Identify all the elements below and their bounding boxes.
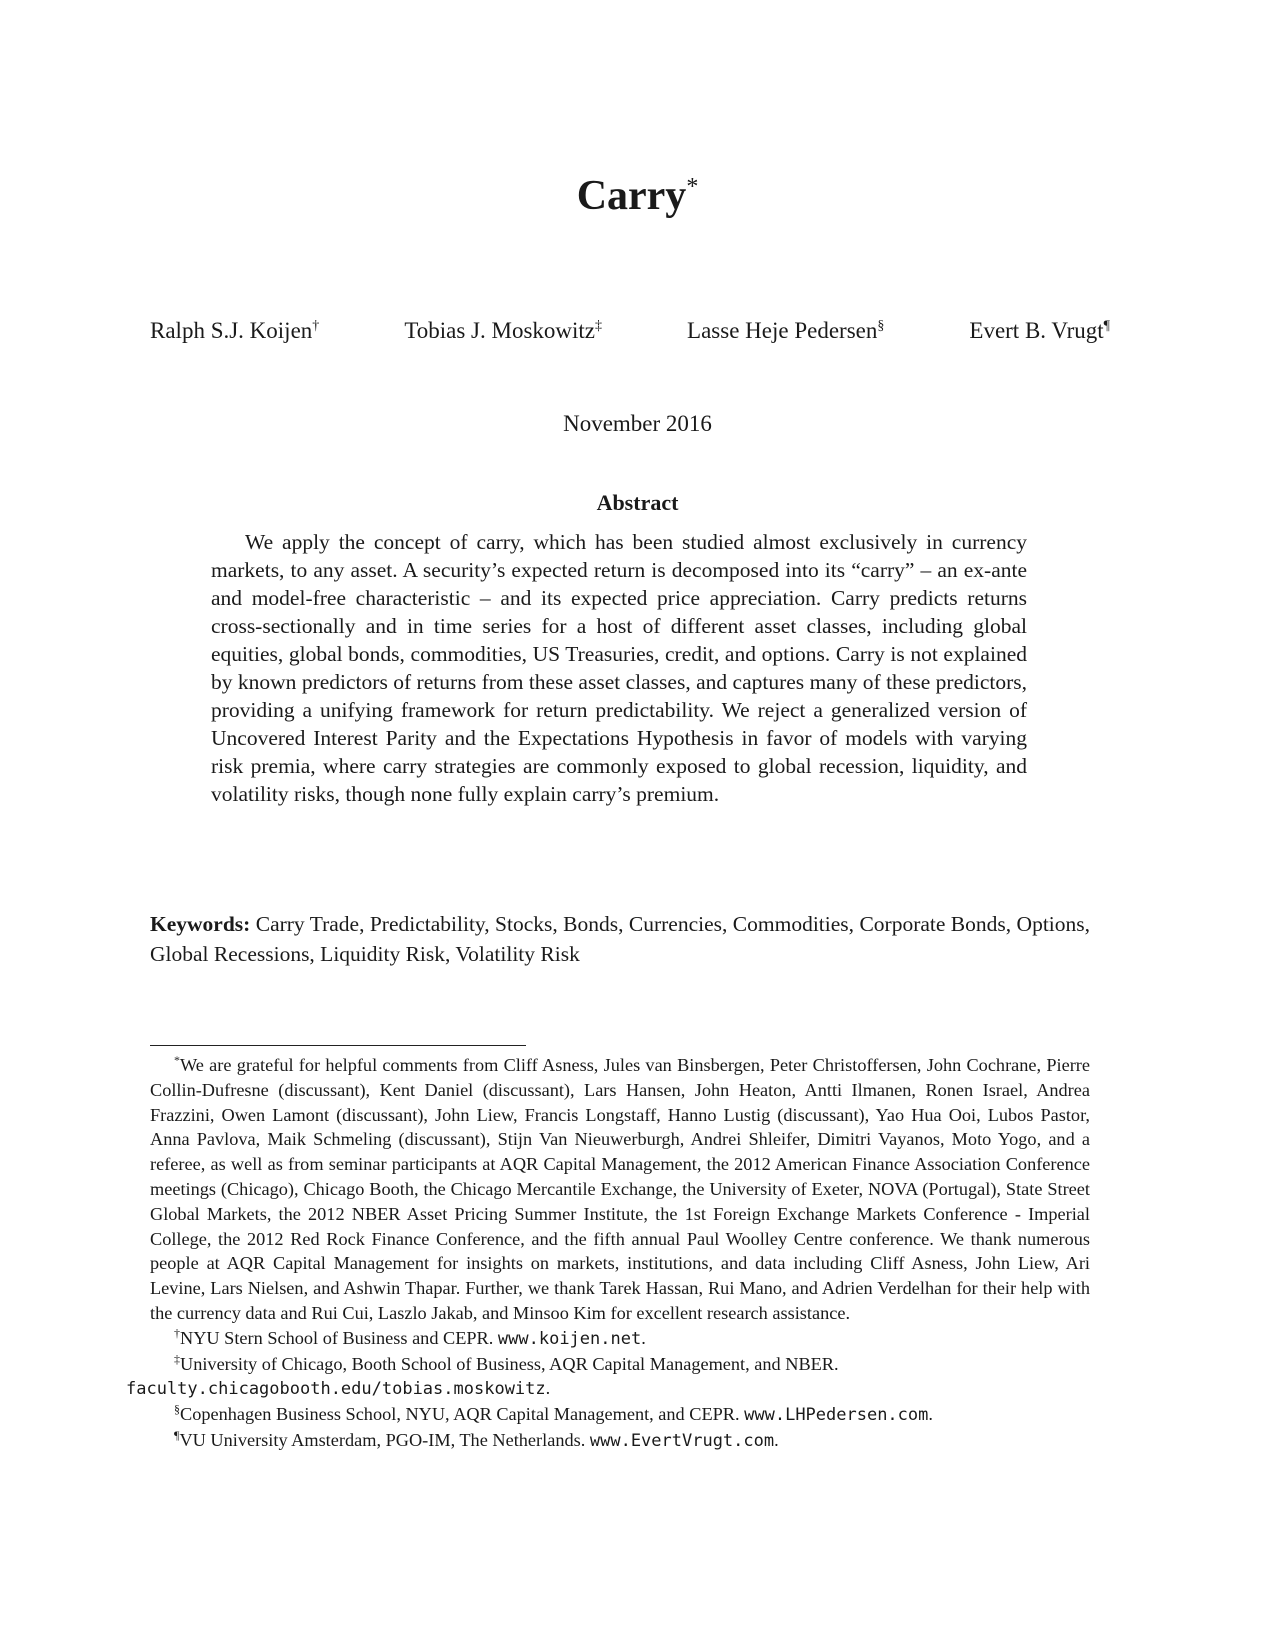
footnote-affiliation: ¶VU University Amsterdam, PGO-IM, The Netherlands. www.EvertVrugt.com.	[174, 1427, 779, 1451]
keywords	[150, 909, 1090, 969]
footnote-divider	[150, 1045, 526, 1046]
author-list	[150, 318, 1110, 344]
footnote-affiliation: ‡University of Chicago, Booth School of Business, AQR Capital Management, and NBER. faculty.chicagobooth.edu/tobias.moskowitz.	[126, 1351, 839, 1400]
author-footnote-mark: §	[877, 318, 885, 334]
footnote-text: We are grateful for helpful comments from Cliff Asness, Jules van Binsbergen, Peter Christoffersen, John Cochrane, Pierre Collin-Dufresne (discussant), Kent Daniel (discussant), Lars Hansen, John Heaton, Antti Ilmanen, Ronen Israel, Andrea Frazzini, Owen Lamont (discussant), John Liew, Francis Longstaff, Hanno Lustig (discussant), Yao Hua Ooi, Lubos Pastor, Anna Pavlova, Maik Schmeling (discussant), Stijn Van Nieuwerburgh, Andrei Shleifer, Dimitri Vayanos, Moto Yogo, and a referee, as well as from seminar participants at AQR Capital Management, the 2012 American Finance Association Conference meetings (Chicago), Chicago Booth, the Chicago Mercantile Exchange, the University of Exeter, NOVA (Portugal), State Street Global Markets, the 2012 NBER Asset Pricing Summer Institute, the 1st Foreign Exchange Markets Conference - Imperial College, the 2012 Red Rock Finance Conference, and the fifth annual Paul Woolley Centre conference. We thank numerous people at AQR Capital Management for insights on markets, institutions, and data including Cliff Asness, John Liew, Ari Levine, Lars Nielsen, and Ashwin Thapar. Further, we thank Tarek Hassan, Rui Mano, and Adrien Verdelhan for their help with the currency data and Rui Cui, Laszlo Jakab, and Minsoo Kim for excellent research assistance.	[150, 1055, 1090, 1323]
footnote-affiliation: †NYU Stern School of Business and CEPR. www.koijen.net.	[174, 1325, 646, 1349]
footnote-text: VU University Amsterdam, PGO-IM, The Netherlands.	[179, 1429, 586, 1450]
footnote-link[interactable]: faculty.chicagobooth.edu/tobias.moskowitz	[126, 1379, 546, 1400]
abstract-heading: Abstract	[596, 490, 679, 515]
footnote-affiliation: §Copenhagen Business School, NYU, AQR Capital Management, and CEPR. www.LHPedersen.com.	[174, 1402, 933, 1426]
footnote-mark: †	[174, 1325, 180, 1340]
footnote-acknowledgment	[150, 1053, 1090, 1326]
footnote-mark: *	[174, 1052, 180, 1067]
footnote-mark: §	[174, 1402, 180, 1417]
abstract-text: We apply the concept of carry, which has been studied almost exclusively in currency markets, to any asset. A security’s expected return is decomposed into its “carry” – an ex-ante and model-free characteristic – and its expected price appreciation. Carry predicts returns cross-sectionally and in time series for a host of different asset classes, including global equities, global bonds, commodities, US Treasuries, credit, and options. Carry is not explained by known predictors of returns from these asset classes, and captures many of these predictors, providing a unifying framework for return predictability. We reject a generalized version of Uncovered Interest Parity and the Expectations Hypothesis in favor of models with varying risk premia, where carry strategies are commonly exposed to global recession, liquidity, and volatility risks, though none fully explain carry’s premium.	[211, 530, 1027, 806]
footnote-text: NYU Stern School of Business and CEPR.	[180, 1327, 494, 1348]
publication-date: November 2016	[563, 411, 712, 436]
author: Tobias J. Moskowitz‡	[404, 318, 603, 343]
footnote-link[interactable]: www.LHPedersen.com	[744, 1405, 929, 1426]
footnote-text: Copenhagen Business School, NYU, AQR Capital Management, and CEPR.	[180, 1404, 740, 1425]
author-footnote-mark: ‡	[595, 318, 603, 334]
keywords-label: Keywords:	[150, 912, 251, 936]
footnote-mark: ¶	[174, 1427, 180, 1442]
footnote-mark: ‡	[174, 1351, 180, 1366]
author-footnote-mark: ¶	[1103, 318, 1110, 334]
footnotes	[126, 1052, 1090, 1454]
keywords-text: Carry Trade, Predictability, Stocks, Bonds, Currencies, Commodities, Corporate Bonds, Options, Global Recessions, Liquidity Risk, Volatility Risk	[150, 912, 1091, 966]
footnote-link[interactable]: www.EvertVrugt.com	[589, 1430, 775, 1451]
author-footnote-mark: †	[312, 318, 320, 334]
footnote-text: University of Chicago, Booth School of Business, AQR Capital Management, and NBER.	[180, 1353, 839, 1374]
paper-title	[0, 172, 1275, 220]
author: Lasse Heje Pedersen§	[687, 318, 885, 343]
author: Ralph S.J. Koijen†	[150, 318, 320, 343]
author: Evert B. Vrugt¶	[969, 318, 1110, 343]
footnote-link[interactable]: www.koijen.net	[497, 1328, 642, 1349]
title-footnote-mark: *	[686, 174, 699, 200]
title-text: Carry	[576, 173, 687, 219]
